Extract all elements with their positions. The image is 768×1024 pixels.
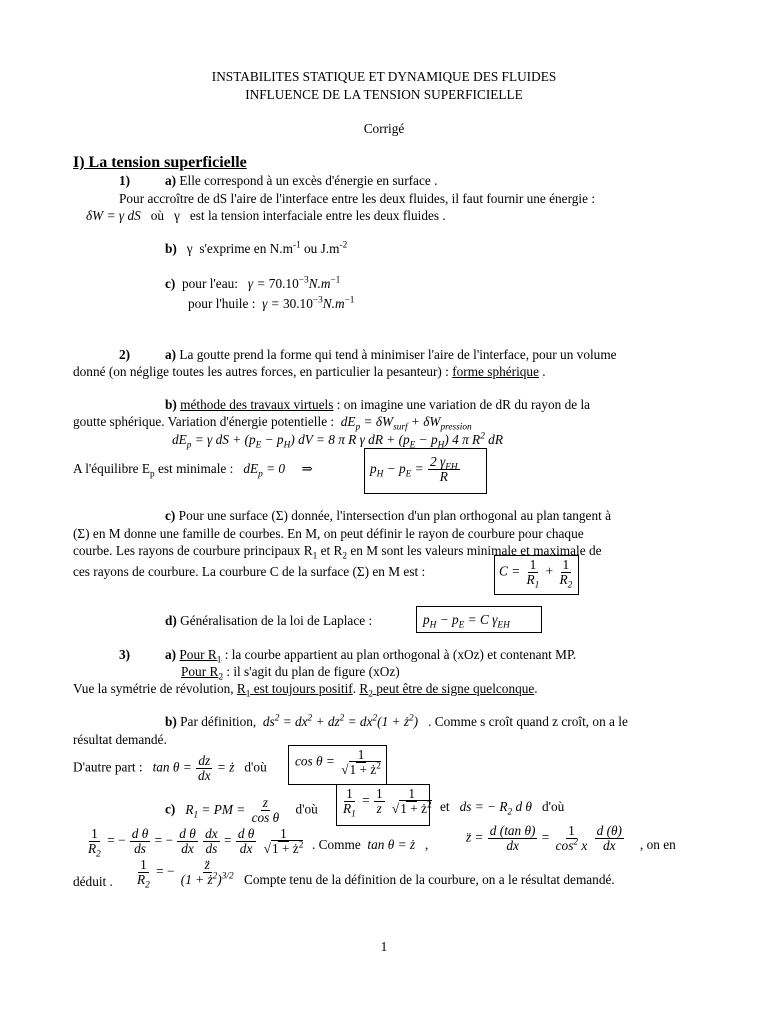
laplace-sphere-box: $p_H - p_E$ = $\frac{2 \gamma_{EH}}{R}$ bbox=[364, 448, 487, 494]
cos-theta-box: cos θ = $\frac{1}{√1 + ż^2}$ bbox=[288, 745, 387, 785]
q3b-line-1: b) Par définition, $ds^2 = dx^2 + dz^2 = dx^2(1$ + $ż^2$) . Comme s croît quand z croît, on a le bbox=[165, 713, 628, 729]
section-heading-tension: I) La tension superficielle bbox=[73, 154, 247, 171]
q2b-equilibrium: A l'équilibre $E_p$ est minimale : $dE_p = 0$ ⇒ bbox=[73, 461, 313, 480]
curvature-box: C = $\frac{1}{R_1}$ + $\frac{1}{R_2}$ bbox=[494, 555, 579, 595]
q2b-line-2: goutte sphérique. Variation d'énergie potentielle : $dE_p = \delta W_{surf} + \delta W_{pression}$ bbox=[73, 414, 472, 433]
corrige-label: Corrigé bbox=[363, 121, 405, 136]
q3c-final: Compte tenu de la définition de la courbure, on a le résultat demandé. bbox=[244, 872, 615, 887]
q3c-line-1: c) $R_1$ = PM = $\frac{z}{\text{cos θ}}$ d'où bbox=[165, 795, 318, 825]
q2a-line-2: donné (on néglige toutes les autres forces, en particulier la pesanteur) : forme sphérique . bbox=[73, 364, 546, 379]
q3a-r2: Pour $R_2$ : il s'agit du plan de figure (xOz) bbox=[181, 664, 400, 683]
q3c-result: $\frac{1}{R_2}$ = − $\frac{z̈}{(1 + ż^2)^{3/2}}$ bbox=[137, 857, 234, 891]
q3c-zdotdot: z̈ = $\frac{\text{d (tan θ)}}{dx}$ = $\frac{1}{\cos^2 x}$ $\frac{d (\theta)}{dx}$ bbox=[466, 823, 622, 853]
q3c-ds: et ds = − $R_2$ d θ d'où bbox=[440, 799, 565, 818]
laplace-general-box: $p_H - p_E = C$ $\gamma_{EH}$ bbox=[416, 606, 542, 633]
q2c-line-1: c) Pour une surface (Σ) donnée, l'intersection d'un plan orthogonal au plan tangent à bbox=[165, 508, 612, 523]
q1a-line-3: δW = γ dS où γ est la tension interfaciale entre les deux fluides . bbox=[86, 208, 446, 223]
q2c-line-3: courbe. Les rayons de courbure principaux $R_1$ et $R_2$ en M sont les valeurs minimale et maximale de bbox=[73, 543, 602, 562]
inverse-r1-box: $\frac{1}{R_1}$ = $\frac{1}{z}$ $\frac{1}{√1 + ż^2}$ bbox=[336, 784, 430, 826]
q1a-number: 1) bbox=[119, 173, 131, 188]
q2a-line-1: a) La goutte prend la forme qui tend à minimiser l'aire de l'interface, pour un volume bbox=[165, 347, 617, 362]
q3-number: 3) bbox=[119, 647, 131, 662]
q3a-symmetry: Vue la symétrie de révolution, $R_1$ est toujours positif. $R_2$ peut être de signe quelconque. bbox=[73, 681, 538, 700]
q3b-line-2: résultat demandé. bbox=[73, 732, 167, 747]
q3c-derivation: $\frac{1}{R_2}$ = − $\frac{\text{d θ}}{ds}$ = − $\frac{\text{d θ}}{dx}$ $\frac{dx}{ds}$ = $\frac{\text{d θ}}{dx}$ $\frac{1}{√1 + ż^2}$ bbox=[88, 826, 304, 860]
q2b-energy-equation: $dE_p = \gamma$ dS + $(p_E - p_H)$ dV = 8 π R γ dR + $(p_E - p_H)$ 4 π $R^2$ dR bbox=[172, 431, 503, 451]
title-line-1: INSTABILITES STATIQUE ET DYNAMIQUE DES FLUIDES bbox=[211, 69, 557, 84]
q2a-number: 2) bbox=[119, 347, 131, 362]
q2d-line: d) Généralisation de la loi de Laplace : bbox=[165, 613, 373, 628]
q2c-line-2: (Σ) en M donne une famille de courbes. En M, on peut définir le rayon de courbure pour chaque bbox=[73, 526, 584, 541]
q1a-line-2: Pour accroître de dS l'aire de l'interface entre les deux fluides, il faut fournir une énergie : bbox=[119, 191, 596, 206]
q3a-r1: a) Pour $R_1$ : la courbe appartient au plan orthogonal à (xOz) et contenant MP. bbox=[165, 647, 577, 666]
q1a-line: a) Elle correspond à un excès d'énergie en surface . bbox=[165, 173, 438, 188]
q1c-huile: pour l'huile : $\gamma = 30.10^{-3}N.m^{-1}$ bbox=[188, 295, 355, 311]
q1c-eau: c) pour l'eau: $\gamma = 70.10^{-3}N.m^{-1}$ bbox=[165, 275, 341, 291]
q3b-line-3: D'autre part : tan θ = $\frac{dz}{dx}$ = ż d'où bbox=[73, 753, 267, 783]
title-line-2: INFLUENCE DE LA TENSION SUPERFICIELLE bbox=[245, 87, 523, 102]
page-number: 1 bbox=[380, 939, 388, 954]
q3c-comme: . Comme tan θ = ż , bbox=[312, 837, 436, 852]
q3c-on-en: , on en bbox=[640, 837, 676, 852]
q1b-line: b) γ s'exprime en $N.m^{-1}$ ou $J.m^{-2}$ bbox=[165, 240, 348, 256]
q2b-line-1: b) méthode des travaux virtuels : on imagine une variation de dR du rayon de la bbox=[165, 397, 591, 412]
q3c-deduit: déduit . bbox=[73, 874, 113, 889]
q2c-line-4: ces rayons de courbure. La courbure C de la surface (Σ) en M est : bbox=[73, 564, 426, 579]
